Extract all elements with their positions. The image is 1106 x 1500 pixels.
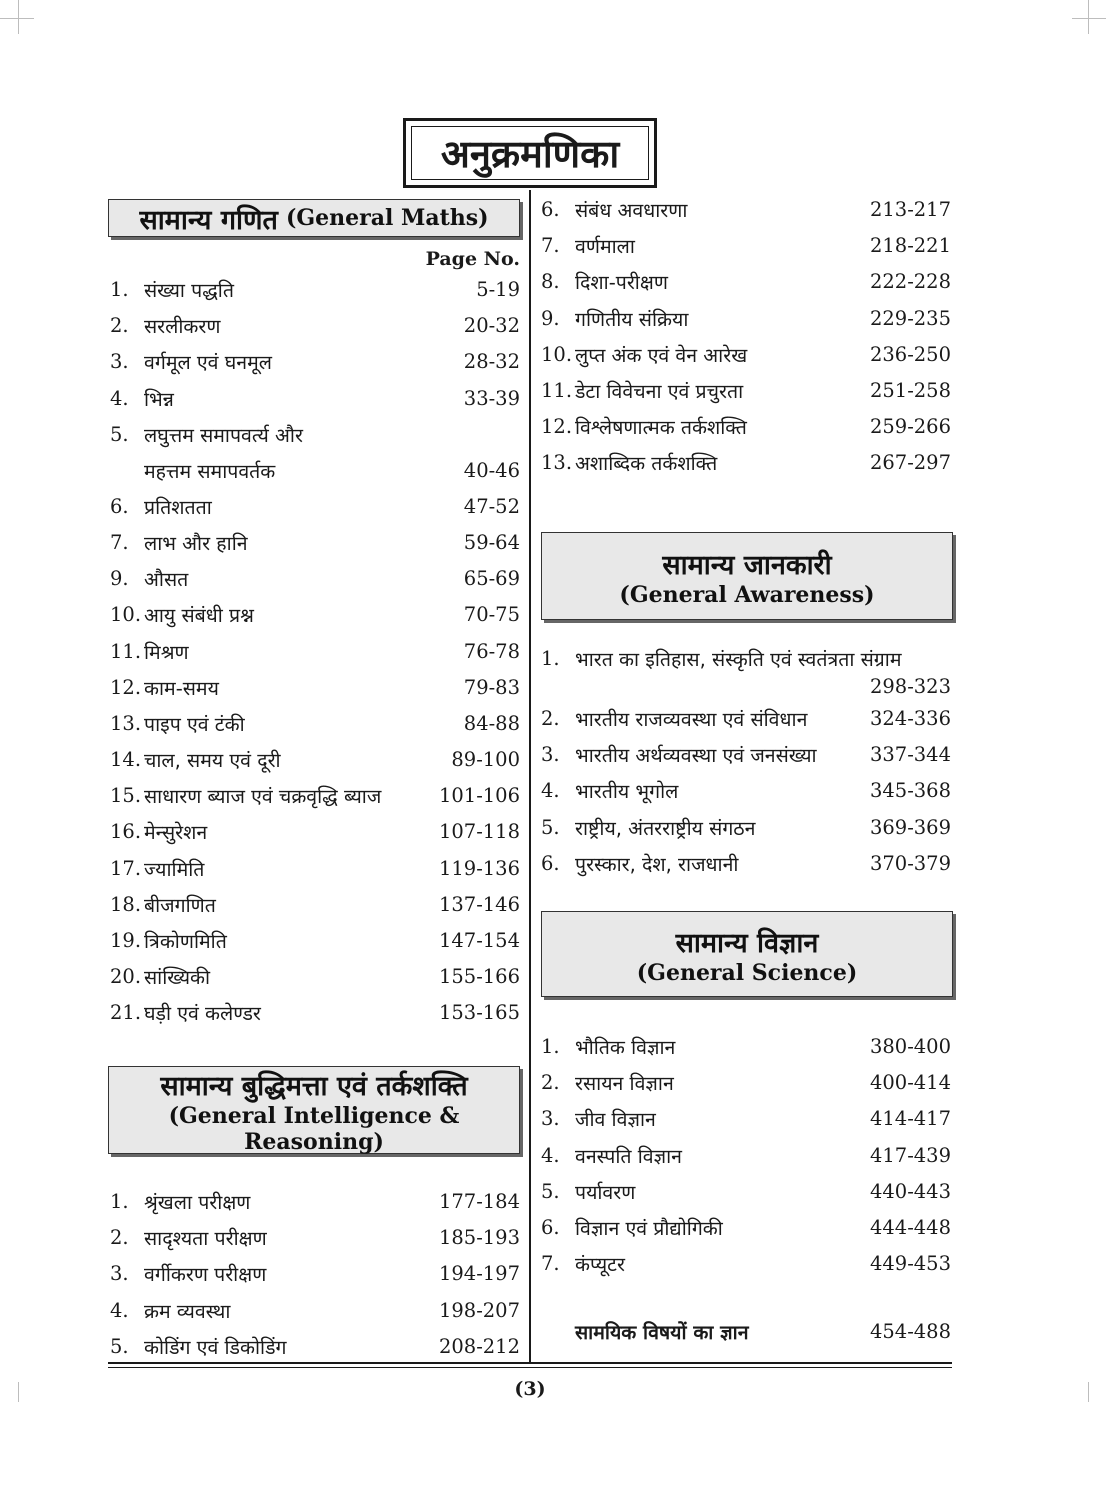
toc-item — [541, 1067, 951, 1103]
toc-item-pages: 153-165 — [438, 1001, 520, 1025]
page-no-label: Page No. — [425, 248, 520, 270]
toc-item — [110, 599, 520, 635]
toc-item-pages: 194-197 — [438, 1262, 520, 1286]
toc-item-text: वर्गमूल एवं घनमूल — [144, 351, 272, 375]
toc-item — [541, 266, 951, 302]
toc-item — [541, 1248, 951, 1284]
toc-item-pages: 370-379 — [869, 851, 951, 875]
toc-item-number: 7. — [541, 1252, 560, 1276]
toc-item-pages: 47-52 — [463, 494, 520, 518]
toc-item — [110, 708, 520, 744]
toc-item-number: 7. — [110, 530, 129, 554]
toc-item-number: 20. — [110, 965, 142, 989]
toc-item — [541, 775, 951, 811]
toc-item-text: भारतीय अर्थव्यवस्था एवं जनसंख्या — [575, 744, 817, 768]
toc-item — [541, 1176, 951, 1212]
toc-item-text: सरलीकरण — [144, 315, 221, 339]
toc-item — [541, 812, 951, 848]
toc-item — [541, 230, 951, 266]
reasoning-toc-list-continued — [541, 194, 951, 484]
toc-item-number: 10. — [110, 603, 142, 627]
awareness-toc-list — [541, 643, 951, 884]
toc-item-number: 6. — [541, 851, 560, 875]
toc-item-text: लाभ और हानि — [144, 531, 248, 555]
toc-item-text: भिन्न — [144, 387, 174, 411]
toc-item-text: बीजगणित — [144, 893, 216, 917]
toc-item — [541, 739, 951, 775]
toc-item-number: 5. — [541, 815, 560, 839]
crop-mark — [1088, 0, 1089, 34]
section-title-hindi: सामान्य विज्ञान — [675, 927, 819, 959]
toc-item-pages: 229-235 — [869, 306, 951, 330]
toc-item-pages: 324-336 — [869, 707, 951, 730]
toc-item-text: घड़ी एवं कलेण्डर — [144, 1002, 261, 1026]
toc-item — [110, 997, 520, 1033]
toc-item — [110, 527, 520, 563]
toc-item-text-continued: महत्तम समापवर्तक — [144, 459, 276, 483]
section-title-english: (General Maths) — [285, 205, 489, 231]
toc-item-text: पुरस्कार, देश, राजधानी — [575, 852, 739, 876]
toc-item-pages: 259-266 — [869, 415, 951, 439]
toc-item-pages: 185-193 — [438, 1226, 520, 1250]
toc-item-text: प्रतिशतता — [144, 495, 212, 519]
toc-item — [541, 1140, 951, 1176]
toc-item — [541, 703, 951, 739]
toc-item — [110, 744, 520, 780]
toc-item — [110, 1222, 520, 1258]
section-heading-awareness — [541, 532, 953, 620]
toc-item-number: 21. — [110, 1001, 142, 1025]
toc-item-pages: 400-414 — [869, 1071, 951, 1095]
toc-item-text: लघुत्तम समापवर्त्य और — [144, 423, 303, 447]
toc-item-number: 17. — [110, 856, 142, 880]
toc-item-number: 4. — [110, 386, 129, 410]
toc-item-text: भौतिक विज्ञान — [575, 1036, 676, 1059]
toc-item-number: 4. — [110, 1298, 129, 1322]
toc-item-pages: 20-32 — [463, 314, 520, 338]
toc-item-pages: 449-453 — [869, 1252, 951, 1276]
toc-item-text: कंप्यूटर — [575, 1253, 625, 1277]
toc-item — [110, 636, 520, 672]
toc-item — [110, 563, 520, 599]
toc-item-number: 13. — [110, 711, 142, 735]
toc-item-text: कोडिंग एवं डिकोडिंग — [144, 1335, 287, 1359]
toc-item-number: 11. — [110, 639, 142, 663]
toc-item-text: मेन्सुरेशन — [144, 821, 208, 845]
toc-item-pages: 147-154 — [438, 929, 520, 952]
bottom-rule-thin — [108, 1367, 952, 1368]
toc-item-text: पाइप एवं टंकी — [144, 712, 245, 736]
toc-item — [541, 643, 951, 703]
toc-item-number: 12. — [541, 415, 573, 439]
toc-item — [541, 848, 951, 884]
science-toc-list — [541, 1031, 951, 1284]
toc-item-number: 1. — [110, 1190, 129, 1213]
toc-item-text: काम-समय — [144, 676, 219, 700]
section-heading-maths — [108, 199, 520, 237]
toc-item-text: संबंध अवधारणा — [575, 199, 688, 222]
crop-mark — [0, 18, 34, 19]
toc-item-text: त्रिकोणमिति — [144, 930, 227, 953]
crop-mark — [1088, 1382, 1089, 1402]
toc-item — [541, 375, 951, 411]
toc-item-pages: 177-184 — [438, 1190, 520, 1213]
toc-item-pages: 454-488 — [869, 1320, 951, 1343]
toc-item-number: 6. — [541, 1215, 560, 1239]
section-heading-reasoning — [108, 1066, 520, 1154]
toc-item-number: 2. — [110, 1226, 129, 1250]
toc-item-pages: 198-207 — [438, 1298, 520, 1322]
toc-item-pages: 417-439 — [869, 1143, 951, 1167]
toc-item-pages: 414-417 — [869, 1107, 951, 1131]
toc-item-pages: 79-83 — [463, 675, 520, 699]
section-title-english: (General Intelligence & Reasoning) — [168, 1102, 460, 1155]
toc-item-pages: 222-228 — [869, 270, 951, 294]
toc-item-pages: 155-166 — [438, 965, 520, 989]
toc-item-number: 6. — [110, 494, 129, 518]
toc-item-text: पर्यावरण — [575, 1180, 636, 1204]
toc-item-number: 10. — [541, 342, 573, 366]
toc-item — [541, 194, 951, 230]
toc-item — [110, 491, 520, 527]
toc-item-number: 9. — [541, 306, 560, 330]
toc-item-text: गणितीय संक्रिया — [575, 307, 689, 331]
toc-item — [110, 925, 520, 961]
current-affairs-row — [541, 1316, 951, 1348]
maths-toc-list — [110, 274, 520, 1034]
crop-mark — [1072, 18, 1106, 19]
toc-item-number: 3. — [110, 350, 129, 374]
toc-item-pages: 337-344 — [869, 743, 951, 767]
toc-item — [110, 383, 520, 419]
toc-item-text: विश्लेषणात्मक तर्कशक्ति — [575, 416, 747, 440]
toc-item — [541, 447, 951, 483]
toc-item — [541, 1031, 951, 1067]
toc-item-pages: 267-297 — [869, 451, 951, 475]
toc-item-pages: 119-136 — [438, 856, 520, 880]
toc-item-number: 14. — [110, 748, 142, 772]
toc-item-text: श्रृंखला परीक्षण — [144, 1191, 251, 1214]
toc-item-pages: 89-100 — [451, 748, 520, 772]
toc-item-text: मिश्रण — [144, 640, 189, 664]
toc-item-number: 7. — [541, 234, 560, 258]
toc-item — [110, 274, 520, 310]
toc-item-text: राष्ट्रीय, अंतरराष्ट्रीय संगठन — [575, 816, 756, 840]
section-title-english: (General Awareness) — [619, 581, 875, 608]
toc-item-number: 4. — [541, 779, 560, 803]
toc-item-number: 8. — [541, 270, 560, 294]
toc-item-text: विज्ञान एवं प्रौद्योगिकी — [575, 1216, 723, 1240]
toc-item-number: 1. — [541, 647, 560, 670]
column-divider — [529, 190, 531, 1362]
toc-item-text: सांख्यिकी — [144, 966, 211, 990]
toc-item-text: अशाब्दिक तर्कशक्ति — [575, 452, 718, 476]
toc-item — [110, 1186, 520, 1222]
toc-item-text: भारतीय भूगोल — [575, 780, 679, 804]
toc-item-number: 11. — [541, 378, 573, 402]
toc-item-text: डेटा विवेचना एवं प्रचुरता — [575, 379, 744, 403]
toc-item-pages: 59-64 — [463, 530, 520, 554]
toc-item-number: 15. — [110, 784, 142, 808]
section-heading-science — [541, 911, 953, 997]
toc-item — [541, 303, 951, 339]
toc-item-number: 13. — [541, 451, 573, 475]
crop-mark — [18, 1382, 19, 1402]
toc-item-pages: 208-212 — [438, 1334, 520, 1358]
toc-item — [541, 1103, 951, 1139]
toc-item-text: ज्यामिति — [144, 857, 205, 881]
toc-item-text: जीव विज्ञान — [575, 1108, 656, 1132]
toc-item-number: 3. — [110, 1262, 129, 1286]
toc-item-pages: 84-88 — [463, 711, 520, 735]
toc-item-pages: 28-32 — [463, 350, 520, 374]
toc-item-text: वर्गीकरण परीक्षण — [144, 1263, 267, 1287]
toc-item-number: 18. — [110, 892, 142, 916]
page-title: अनुक्रमणिका — [411, 126, 649, 180]
toc-item-number: 9. — [110, 567, 129, 591]
toc-item-number: 2. — [541, 707, 560, 730]
toc-item-text: वर्णमाला — [575, 235, 635, 259]
toc-item-number: 12. — [110, 675, 142, 699]
toc-item-number: 16. — [110, 820, 142, 844]
toc-item-number: 19. — [110, 929, 142, 952]
toc-item-text: सामयिक विषयों का ज्ञान — [575, 1321, 749, 1344]
toc-item — [110, 780, 520, 816]
toc-item — [110, 816, 520, 852]
toc-item-text: संख्या पद्धति — [144, 279, 234, 302]
toc-item-pages: 345-368 — [869, 779, 951, 803]
toc-item — [110, 346, 520, 382]
toc-item-text: रसायन विज्ञान — [575, 1072, 674, 1096]
toc-item-pages: 444-448 — [869, 1215, 951, 1239]
toc-item-pages: 33-39 — [463, 386, 520, 410]
toc-item-pages: 213-217 — [869, 198, 951, 221]
toc-item-text: साधारण ब्याज एवं चक्रवृद्धि ब्याज — [144, 785, 382, 809]
toc-item-text: सादृश्यता परीक्षण — [144, 1227, 267, 1251]
toc-item-number: 5. — [541, 1179, 560, 1203]
toc-item-pages: 101-106 — [438, 784, 520, 808]
toc-item-number: 5. — [110, 1334, 129, 1358]
toc-item-pages: 70-75 — [463, 603, 520, 627]
toc-item-number: 3. — [541, 1107, 560, 1131]
toc-item-text: आयु संबंधी प्रश्न — [144, 604, 254, 628]
toc-item — [110, 419, 520, 491]
toc-item-number: 3. — [541, 743, 560, 767]
toc-item — [110, 1295, 520, 1331]
toc-item — [110, 853, 520, 889]
toc-item-number: 2. — [541, 1071, 560, 1095]
toc-item-text: भारत का इतिहास, संस्कृति एवं स्वतंत्रता संग्राम — [575, 648, 902, 671]
toc-item-pages: 76-78 — [463, 639, 520, 663]
toc-item — [541, 411, 951, 447]
toc-item-pages: 251-258 — [869, 378, 951, 402]
page-number: (3) — [514, 1378, 546, 1400]
toc-item-pages: 65-69 — [463, 567, 520, 591]
toc-item-pages: 236-250 — [869, 342, 951, 366]
toc-item — [541, 339, 951, 375]
page-title-box — [403, 118, 657, 188]
toc-item — [110, 1331, 520, 1367]
toc-item-text: औसत — [144, 568, 189, 592]
toc-item-text: लुप्त अंक एवं वेन आरेख — [575, 343, 748, 367]
toc-item-text: क्रम व्यवस्था — [144, 1299, 231, 1323]
toc-item — [110, 1258, 520, 1294]
toc-item-number: 5. — [110, 422, 129, 446]
toc-item-pages: 440-443 — [869, 1179, 951, 1203]
toc-item-pages: 40-46 — [463, 458, 520, 482]
toc-item-pages: 5-19 — [476, 278, 520, 301]
toc-item-text: वनस्पति विज्ञान — [575, 1144, 682, 1168]
toc-item-pages: 380-400 — [869, 1035, 951, 1058]
toc-item-number: 4. — [541, 1143, 560, 1167]
toc-item-pages: 298-323 — [869, 675, 951, 698]
section-title-hindi: सामान्य जानकारी — [662, 549, 832, 581]
toc-item-text: भारतीय राजव्यवस्था एवं संविधान — [575, 708, 808, 731]
toc-item-pages: 218-221 — [869, 234, 951, 258]
toc-item-text: चाल, समय एवं दूरी — [144, 749, 281, 773]
toc-item-number: 6. — [541, 198, 560, 221]
toc-item-number: 2. — [110, 314, 129, 338]
section-title-hindi: सामान्य बुद्धिमत्ता एवं तर्कशक्ति — [160, 1070, 468, 1102]
toc-item — [110, 961, 520, 997]
toc-item — [110, 310, 520, 346]
toc-item-number: 1. — [541, 1035, 560, 1058]
toc-item-pages: 369-369 — [869, 815, 951, 839]
toc-item — [541, 1212, 951, 1248]
toc-item-text: दिशा-परीक्षण — [575, 271, 668, 295]
toc-item-number: 1. — [110, 278, 129, 301]
section-title-english: (General Science) — [636, 959, 858, 986]
toc-item-pages: 137-146 — [438, 892, 520, 916]
toc-item-pages: 107-118 — [438, 820, 520, 844]
section-title-hindi: सामान्य गणित — [139, 204, 278, 236]
toc-item — [110, 672, 520, 708]
crop-mark — [18, 0, 19, 34]
reasoning-toc-list — [110, 1186, 520, 1367]
toc-item — [110, 889, 520, 925]
